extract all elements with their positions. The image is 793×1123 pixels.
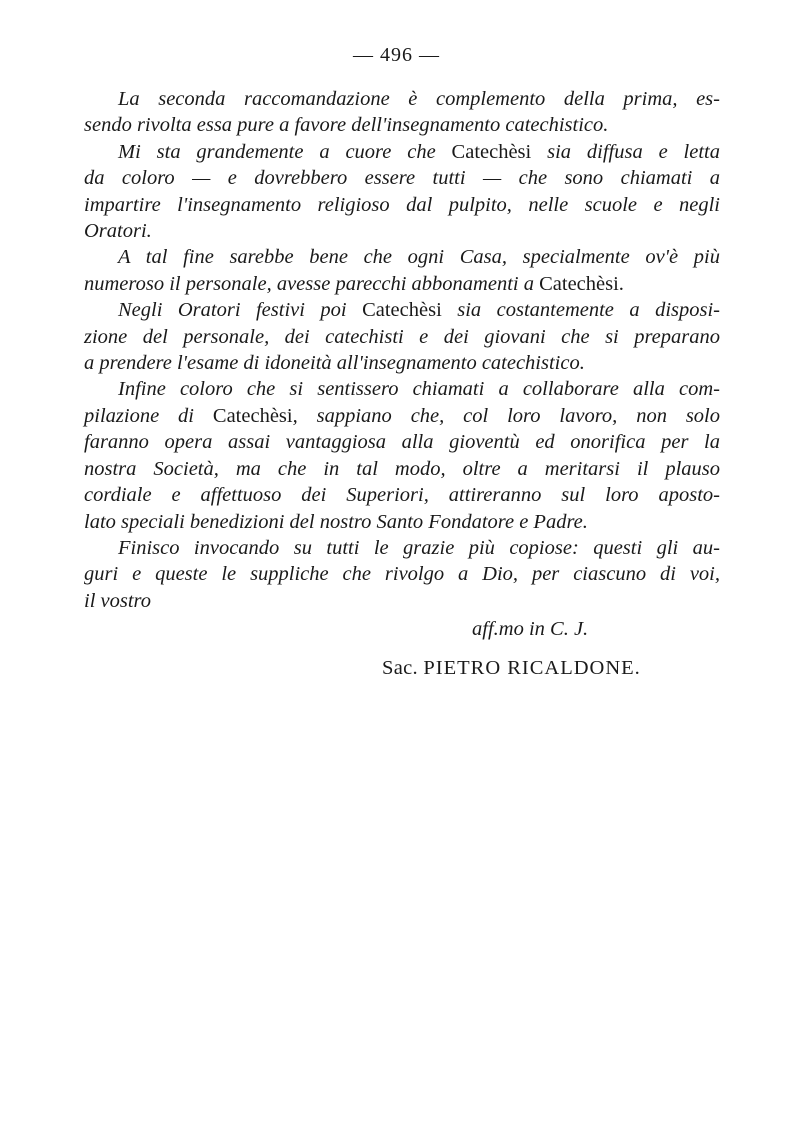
text-line	[84, 376, 720, 402]
text-line	[84, 165, 720, 191]
signature-title: Sac.	[382, 657, 418, 679]
text-segment: zione del personale, dei catechisti e dei giovani che si preparano	[84, 325, 720, 348]
text-line	[84, 324, 720, 350]
journal-title: Catechèsi	[212, 404, 293, 427]
journal-title: Catechèsi.	[539, 272, 624, 295]
text-segment: cordiale e affettuoso dei Superiori, attireranno sul loro aposto-	[84, 484, 720, 507]
text-line	[84, 139, 720, 165]
text-segment: Infine coloro che si sentissero chiamati a collaborare alla com-	[118, 378, 720, 401]
text-segment: Oratori.	[84, 220, 152, 243]
text-line	[84, 350, 720, 376]
text-segment: Mi sta grandemente a cuore che	[118, 140, 452, 163]
text-line	[84, 429, 720, 455]
paragraph	[84, 244, 720, 297]
text-segment: Negli Oratori festivi poi	[118, 299, 363, 322]
text-line	[84, 509, 720, 535]
paragraph	[84, 535, 720, 614]
page-number: — 496 —	[353, 44, 440, 66]
text-segment: il vostro	[84, 589, 152, 612]
text-segment: sia diffusa e letta	[531, 140, 720, 163]
text-segment: da coloro — e dovrebbero essere tutti — che sono chiamati a	[84, 167, 720, 190]
closing-salutation: aff.mo in C. J.	[472, 618, 589, 640]
text-segment: , sappiano che, col loro lavoro, non solo	[292, 404, 721, 427]
text-line	[84, 112, 720, 138]
text-line	[84, 561, 720, 587]
text-segment: pilazione di	[84, 404, 213, 427]
paragraph	[84, 139, 720, 245]
text-line	[84, 482, 720, 508]
text-line	[84, 588, 720, 614]
text-line	[84, 218, 720, 244]
text-line	[84, 456, 720, 482]
journal-title: Catechèsi	[362, 299, 442, 322]
journal-title: Catechèsi	[451, 140, 532, 163]
text-line	[84, 192, 720, 218]
text-line	[84, 271, 720, 297]
text-line	[84, 86, 720, 112]
text-segment: guri e queste le suppliche che rivolgo a Dio, per ciascuno di voi,	[84, 563, 720, 586]
text-segment: Finisco invocando su tutti le grazie più copiose: questi gli au-	[118, 536, 720, 559]
text-segment: impartire l'insegnamento religioso dal pulpito, nelle scuole e negli	[84, 193, 720, 216]
text-segment: numeroso il personale, avesse parecchi abbonamenti a	[84, 272, 540, 295]
paragraph	[84, 376, 720, 534]
text-line	[84, 297, 720, 323]
text-segment: lato speciali benedizioni del nostro Santo Fondatore e Padre.	[84, 510, 588, 533]
text-line	[84, 403, 720, 429]
text-segment: La seconda raccomandazione è complemento della prima, es-	[118, 88, 720, 110]
text-segment: sendo rivolta essa pure a favore dell'insegnamento catechistico.	[84, 114, 609, 137]
paragraph	[84, 297, 720, 376]
letter-body	[84, 86, 720, 614]
text-line	[84, 244, 720, 270]
signature	[382, 657, 641, 680]
text-segment: nostra Società, ma che in tal modo, oltre a meritarsi il plauso	[84, 457, 720, 480]
text-segment: a prendere l'esame di idoneità all'insegnamento catechistico.	[84, 352, 585, 375]
text-segment: faranno opera assai vantaggiosa alla gioventù ed onorifica per la	[84, 431, 720, 454]
paragraph	[84, 86, 720, 139]
text-line	[84, 535, 720, 561]
text-segment: sia costantemente a disposi-	[441, 299, 720, 322]
text-segment: A tal fine sarebbe bene che ogni Casa, specialmente ov'è più	[118, 246, 720, 269]
signature-name: PIETRO RICALDONE.	[423, 657, 641, 679]
